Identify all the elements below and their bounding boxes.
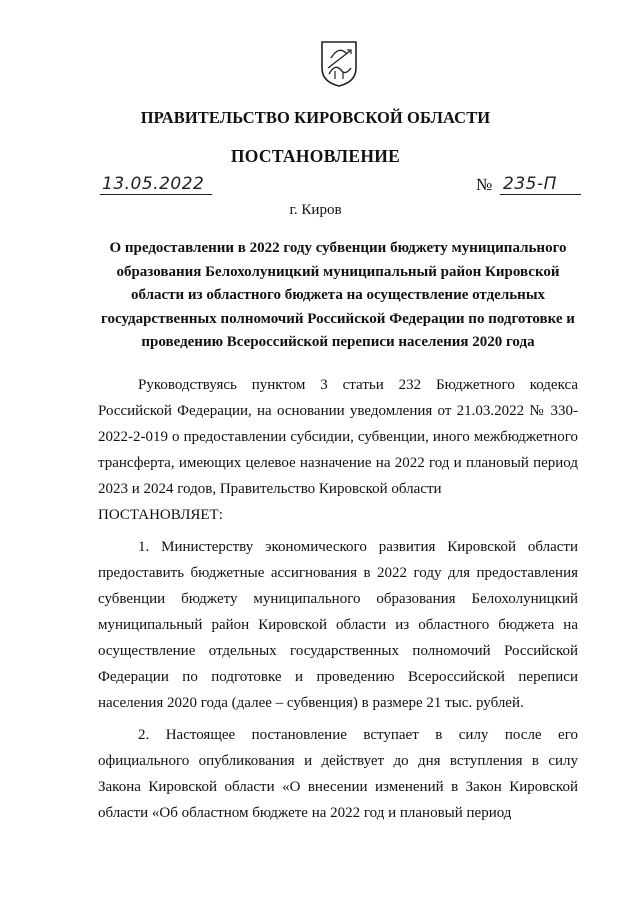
city: г. Киров <box>289 202 342 218</box>
organization-title: ПРАВИТЕЛЬСТВО КИРОВСКОЙ ОБЛАСТИ <box>140 108 491 127</box>
coat-of-arms-icon <box>318 38 360 88</box>
resolves-heading: ПОСТАНОВЛЯЕТ: <box>98 507 223 523</box>
document-body <box>98 372 578 826</box>
number-label: № <box>476 175 493 194</box>
preamble-paragraph: Руководствуясь пунктом 3 статьи 232 Бюджетного кодекса Российской Федерации, на основании уведомления от 21.03.2022 № 330-2022-2-019 о предоставлении субсидии, субвенции, иного межбюджетного трансферта, имеющих целевое назначение на 2022 год и плановый период 2023 и 2024 годов, Правительство Кировской области <box>98 377 578 497</box>
item-1-paragraph: 1. Министерству экономического развития Кировской области предоставить бюджетные ассигнования в 2022 году для предоставления субвенции бюджету муниципального образования Белохолуницкий муниципальный район Кировской области из областного бюджета на осуществление отдельных государственных полномочий Российской Федерации по подготовке и проведению Всероссийской переписи населения 2020 года (далее – субвенция) в размере 21 тыс. рублей. <box>98 539 578 711</box>
document-type: ПОСТАНОВЛЕНИЕ <box>230 146 401 166</box>
item-2-paragraph: 2. Настоящее постановление вступает в силу после его официального опубликования и действует до дня вступления в силу Закона Кировской области «О внесении изменений в Закон Кировской области «Об областном бюджете на 2022 год и плановый период <box>98 727 578 821</box>
number-value: 235-П <box>500 174 581 195</box>
document-subject: О предоставлении в 2022 году субвенции бюджету муниципального образования Белохолуницкий муниципальный район Кировской области из областного бюджета на осуществление отдельных государственных полномочий Российской Федерации по подготовке и проведению Всероссийской переписи населения 2020 года <box>101 240 575 350</box>
document-number <box>476 174 586 198</box>
document-date: 13.05.2022 <box>100 174 212 195</box>
